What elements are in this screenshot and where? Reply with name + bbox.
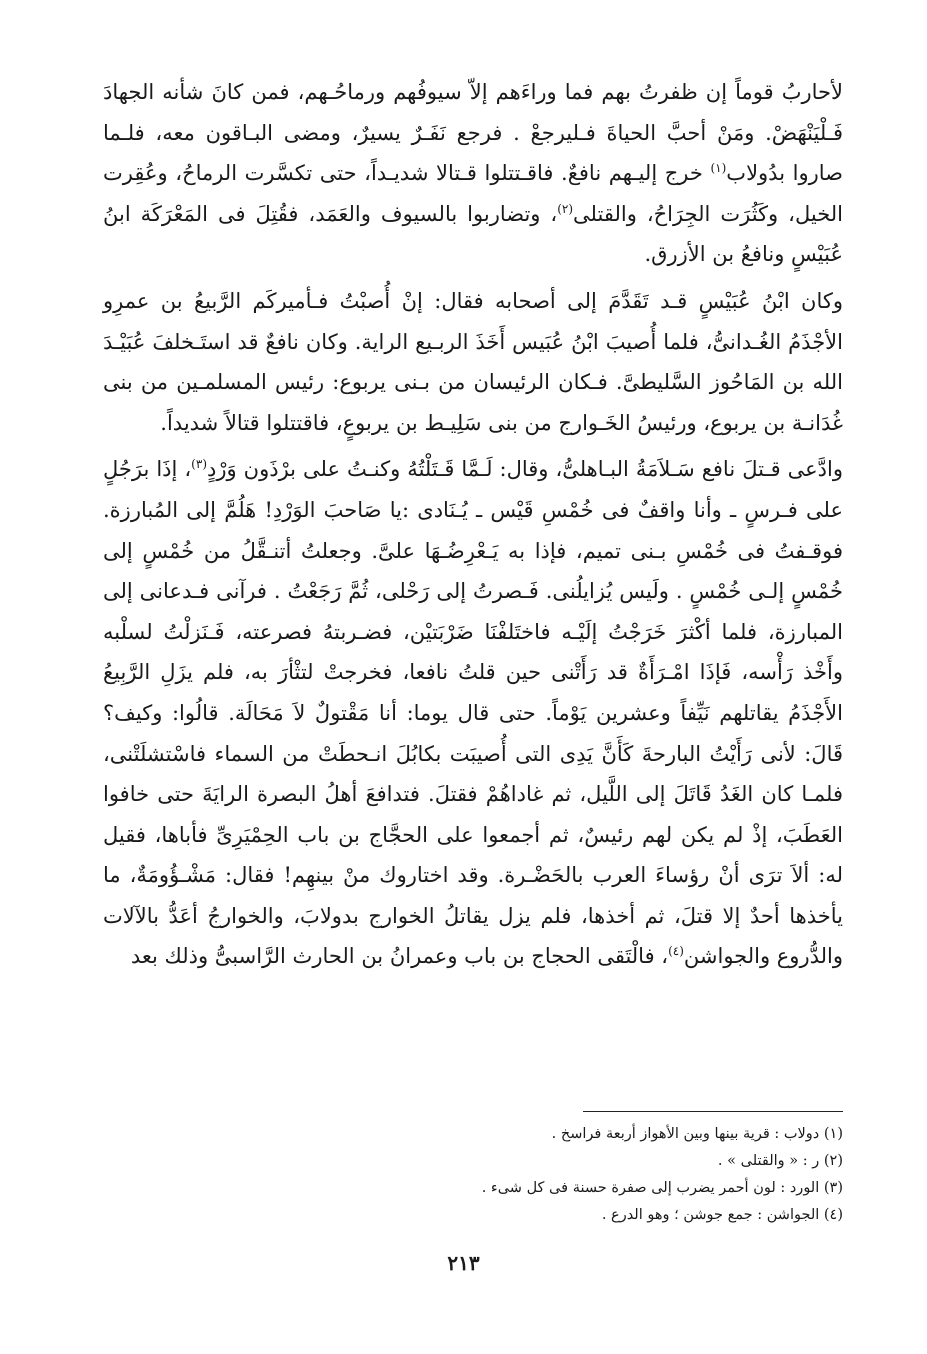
footnote-2: (٢) ر : « والقتلى » . xyxy=(717,1153,843,1169)
paragraph-text: وكان ابْنُ عُبَيْسٍ قـد تَقَدَّمَ إلى أصحابه فقال: إنْ أُصبْتُ فـأميركَم الرَّبيعُ بن عمرِو الأجْذَمُ الغُـدانىُّ، فلما أُصيبَ ابْنُ عُبَيس أَخَذَ الربـيع الراية. وكان نافعٌ قد استَـخلفَ عُبَيْـدَ الله بن المَاحُوز السَّليطىَّ. فـكان الرئيسان من بـنى يربوع: رئيس المسلمـين من بنى غُدَانـة بن يربوع، ورئيسُ الخَـوارج من بنى سَلِيـط بن يربوعٍ، فاقتتلوا قتالاً شديداً. xyxy=(103,288,843,435)
paragraph-text: ، إذَا برَجُلٍ على فـرسٍ ـ وأنا واقفٌ فى خُمْسِ قَيْس ـ يُـنَادى :يا صَاحبَ الوَرْدِ! هَلُمَّ إلى المُبارزة. فوقـفتُ فى خُمْسِ بـنى تميم، فإذا به يَـعْرِضُـهَا علىَّ. وجعلتُ أتنـقَّلُ من خُمْسٍ إلى خُمْسٍ إلـى خُمْسٍ . ولَيس يُزايلُنى. فَـصرتُ إلى رَحْلى، ثُمَّ رَجَعْتُ . فرآنى فـدعانى إلى المبارزة، فلما أكْثرَ خَرَجْتُ إلَيْـه فاختَلفْنَا ضَرْبَتيْن، فضـربتهُ فصرعته، فَـنَزلْتُ لسلْبه وأَخْذ رَأْسه، فَإذَا امْـرَأَةٌ قد رَأَتْنى حين قلتُ نافعا، فخرجتْ لتثْأرَ به، فلم يزَلِ الرَّبِيعُ الأَجْذَمُ يقاتلهم نَيِّفاً وعشرين يَوْماً. حتى قال يوما: أنا مَقْتولٌ لاَ مَحَالَة. قالُوا: وكيف؟ قَالَ: لأنى رَأَيْتُ البارحةَ كَأَنَّ يَدِى التى أُصيبَت بكابُلَ انـحطَتْ من السماء فاسْتشلَتْنى، فلمـا كان الغَدُ قَاتَلَ إلى اللَّيل، ثم غاداهُمْ فقتلَ. فتدافعَ أهلُ البصرة الرايَةَ حتى خافوا العَطَبَ، إذْ لم يكن لهم رئيسٌ، ثم أجمعوا على الحجَّاج بن باب الحِمْيَرِىِّ فأباها، فقيل له: ألاَ ترَى أنْ رؤساءَ العرب بالحَضْـرة. وقد اختاروك منْ بينهِم! فقال: مَشْـؤُومَةٌ، ما يأخذها أحدٌ إلا قتلَ، ثم أخذها، فلم يزل يقاتلُ الخوارج بدولابَ، والخوارجُ أعَدُّ بالآلات والدُّروع والجواشن xyxy=(103,457,843,969)
footnote-ref-2[interactable]: (٢) xyxy=(557,201,574,216)
footnote-separator xyxy=(583,1111,843,1112)
paragraph-text: وادَّعى قـتلَ نافع سَـلاَمَةُ البـاهلىُّ، وقال: لَـمَّا قَـتَلْتُهُ وكنـتُ على برْذَون وَرْدٍ xyxy=(207,457,844,482)
footnote-1: (١) دولاب : قرية بينها وبين الأهواز أربعة فراسخ . xyxy=(551,1126,843,1142)
footnote-ref-4[interactable]: (٤) xyxy=(668,944,684,959)
footnote-4: (٤) الجواشن : جمع جوشن ؛ وهو الدرع . xyxy=(601,1207,843,1223)
page-number: ٢١٣ xyxy=(447,1251,480,1275)
main-text xyxy=(103,72,843,977)
paragraph-text: ، فالْتَقى الحجاج بن باب وعمرانُ بن الحارث الرَّاسبىُّ وذلك بعد xyxy=(130,944,669,969)
footnote-3: (٣) الورد : لون أحمر يضرب إلى صفرة حسنة فى كل شىء . xyxy=(481,1180,843,1196)
paragraph-text: ، وتضاربوا بالسيوف والعَمَد، فقُتِلَ فى المَعْرَكَة ابنُ عُبَيْسٍ ونافعُ بن الأزرق. xyxy=(103,201,843,267)
paragraph-text: لأحاربُ قوماً إن ظفرتُ بهم فما وراءَهم إلاّ سيوفُهم ورماحُـهم، فمن كانَ شأنه الجهادَ فَـلْيَنْهَضْ. ومَنْ أحبَّ الحياةَ فـليرجعْ . فرجع نَفَـرٌ يسيرٌ، ومضى البـاقون معه، فلـما صاروا بدُولاب xyxy=(103,80,843,186)
paragraph-2 xyxy=(103,281,843,443)
footnotes xyxy=(103,1121,843,1229)
paragraph-1 xyxy=(103,72,843,275)
paragraph-text: خرج إليـهم نافعٌ. فاقـتتلوا قـتالا شديـداً، حتى تكسَّرت الرماحُ، وعُقِرت الخيل، وكَثُرَت الجِرَاحُ، والقتلى xyxy=(103,161,843,226)
footnote-ref-1[interactable]: (١) xyxy=(710,161,727,176)
paragraph-3 xyxy=(103,449,843,977)
footnote-ref-3[interactable]: (٣) xyxy=(191,457,207,472)
